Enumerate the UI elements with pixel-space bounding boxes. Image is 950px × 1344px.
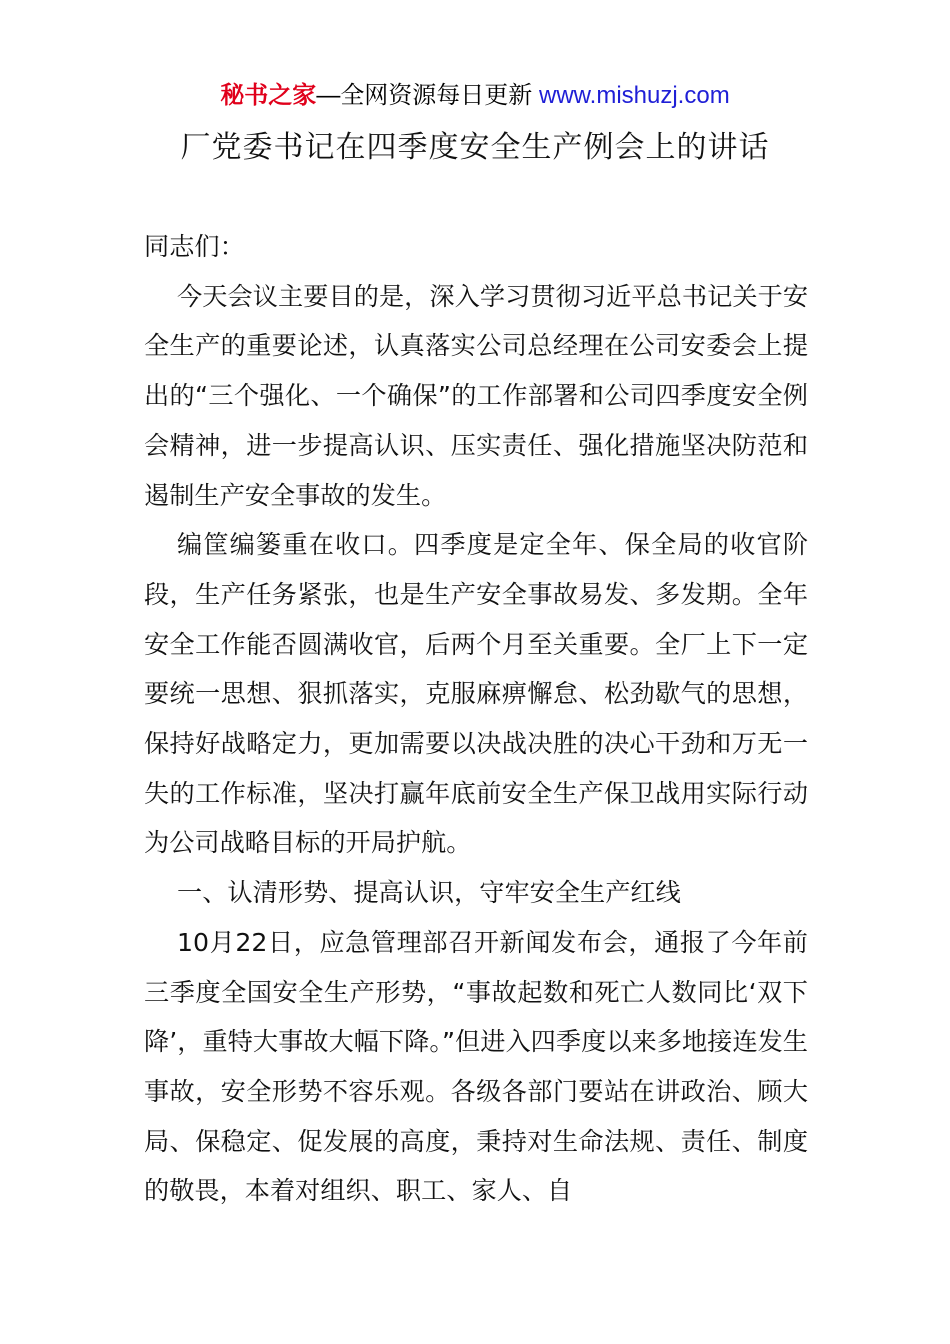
salutation: 同志们： (144, 232, 245, 261)
body-paragraph-1: 今天会议主要目的是，深入学习贯彻习近平总书记关于安全生产的重要论述，认真落实公司总经理在公司安委会上提出的“三个强化、一个确保”的工作部署和公司四季度安全例会精神，进一步提高认识、压实责任、强化措施坚决防范和遏制生产安全事故的发生。 (144, 281, 808, 510)
site-header-banner (0, 80, 950, 112)
brand-name: 秘书之家 (220, 82, 317, 109)
site-url-link[interactable]: www.mishuzj.com (538, 82, 730, 109)
body-paragraph-2: 编筐编篓重在收口。四季度是定全年、保全局的收官阶段，生产任务紧张，也是生产安全事故易发、多发期。全年安全工作能否圆满收官，后两个月至关重要。全厂上下一定要统一思想、狠抓落实，克服麻痹懈怠、松劲歇气的思想，保持好战略定力，更加需要以决战决胜的决心干劲和万无一失的工作标准，坚决打赢年底前安全生产保卫战用实际行动为公司战略目标的开局护航。 (144, 530, 808, 858)
document-title: 厂党委书记在四季度安全生产例会上的讲话 (180, 130, 770, 165)
document-body (144, 222, 808, 1216)
header-tagline: —全网资源每日更新 (316, 82, 539, 109)
section-1-paragraph: 10月22日，应急管理部召开新闻发布会，通报了今年前三季度全国安全生产形势，“事故起数和死亡人数同比‘双下降’，重特大事故大幅下降。”但进入四季度以来多地接连发生事故，安全形势不容乐观。各级各部门要站在讲政治、顾大局、保稳定、促发展的高度，秉持对生命法规、责任、制度的敬畏，本着对组织、职工、家人、自 (144, 927, 808, 1206)
section-heading-1: 一、认清形势、提高认识，守牢安全生产红线 (177, 878, 681, 908)
